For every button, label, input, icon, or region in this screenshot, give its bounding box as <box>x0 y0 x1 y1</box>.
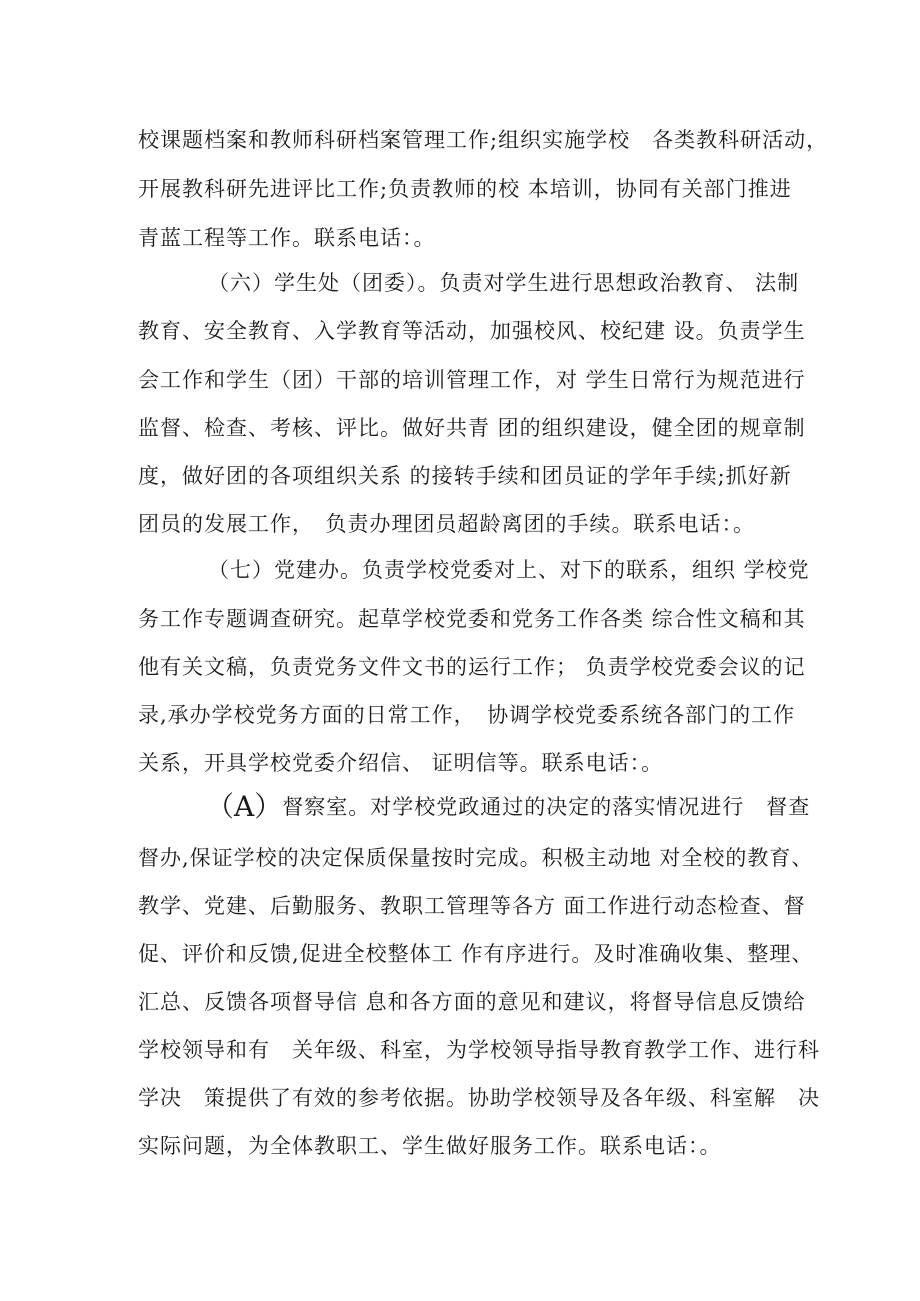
section-marker: （A） <box>206 790 283 823</box>
paragraph-line: 他有关文稿，负责党务文件文书的运行工作； 负责学校党委会议的记 <box>138 655 806 679</box>
paragraph-line: 汇总、反馈各项督导信 息和各方面的意见和建议，将督导信息反馈给 <box>138 990 806 1014</box>
paragraph-heading-line <box>206 790 811 823</box>
paragraph-heading-line: （七）党建办。负责学校党委对上、对下的联系，组织 学校党 <box>208 558 810 582</box>
paragraph-line: 务工作专题调查研究。起草学校党委和党务工作各类 综合性文稿和其 <box>138 607 806 631</box>
paragraph-heading-line: （六）学生处（团委）。负责对学生进行思想政治教育、 法制 <box>208 271 800 295</box>
paragraph-line: 教学、党建、后勤服务、教职工管理等各方 面工作进行动态检查、督 <box>138 894 806 918</box>
paragraph-line: 实际问题，为全体教职工、学生做好服务工作。联系电话：。 <box>138 1134 722 1158</box>
paragraph-line: 教育、安全教育、入学教育等活动，加强校风、校纪建 设。负责学生 <box>138 319 806 343</box>
paragraph-heading-text: 督察室。对学校党政通过的决定的落实情况进行 督查 <box>282 795 811 819</box>
paragraph-line: 促、评价和反馈,促进全校整体工 作有序进行。及时准确收集、整理、 <box>138 942 814 966</box>
paragraph-line: 关系，开具学校党委介绍信、 证明信等。联系电话：。 <box>138 751 664 775</box>
paragraph-line: 督办,保证学校的决定保质保量按时完成。积极主动地 对全校的教育、 <box>138 846 814 870</box>
paragraph-line: 开展教科研先进评比工作;负责教师的校 本培训，协同有关部门推进 <box>138 177 792 201</box>
paragraph-line: 监督、检查、考核、评比。做好共青 团的组织建设，健全团的规章制 <box>138 416 806 440</box>
paragraph-line: 度，做好团的各项组织关系 的接转手续和团员证的学年手续;抓好新 <box>138 464 792 488</box>
paragraph-line: 学校领导和有 关年级、科室，为学校领导指导教育教学工作、进行科 <box>138 1038 820 1062</box>
paragraph-line: 学决 策提供了有效的参考依据。协助学校领导及各年级、科室解 决 <box>138 1086 820 1110</box>
paragraph-line: 录,承办学校党务方面的日常工作， 协调学校党委系统各部门的工作 <box>138 703 796 727</box>
paragraph-line: 校课题档案和教师科研档案管理工作;组织实施学校 各类教科研活动， <box>138 128 829 152</box>
paragraph-line: 团员的发展工作， 负责办理团员超龄离团的手续。联系电话：。 <box>138 512 755 536</box>
paragraph-line: 会工作和学生（团）干部的培训管理工作，对 学生日常行为规范进行 <box>138 368 806 392</box>
paragraph-line: 青蓝工程等工作。联系电话：。 <box>138 226 436 250</box>
